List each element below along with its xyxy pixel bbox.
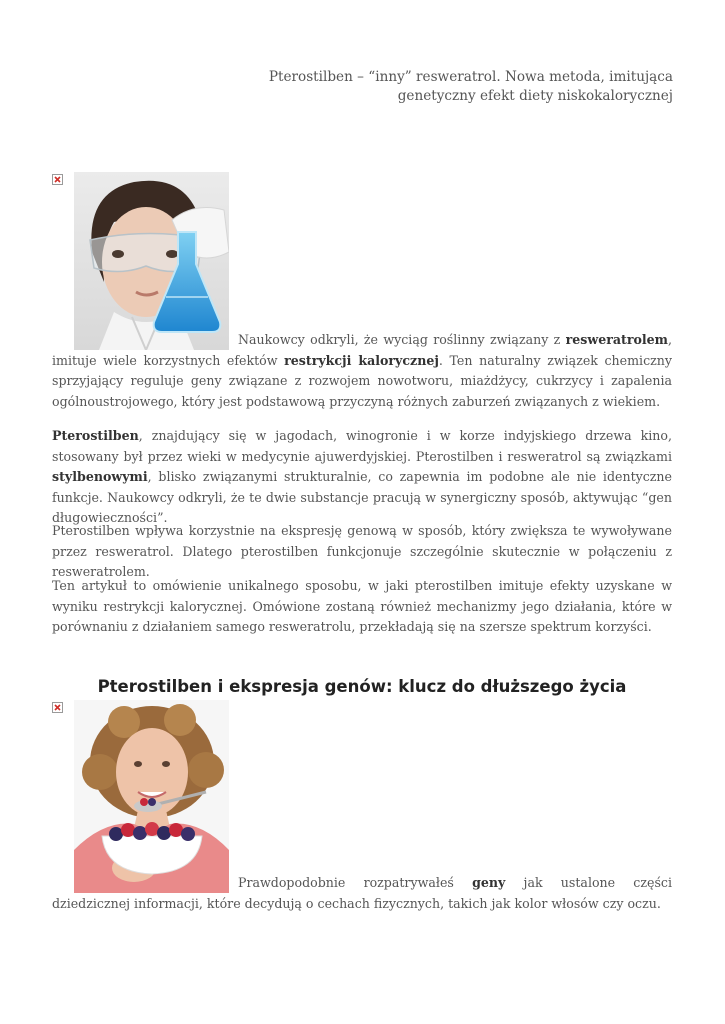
woman-with-berry-bowl-photo <box>74 700 229 893</box>
paragraph-intro: Naukowcy odkryli, że wyciąg roślinny związany z resweratrolem, imituje wiele korzystnych efektów restrykcji kalorycznej. Ten naturalny związek chemiczny sprzyjający reguluje geny związane z rozwojem nowotworu, miażdżycy, cukrzycy i zapalenia ogólnoustrojowego, który jest podstawową przyczyną różnych zaburzeń związanych z wiekiem. <box>52 332 672 409</box>
bold-term: resweratrolem <box>565 332 668 347</box>
bold-term: Pterostilben <box>52 428 139 443</box>
bold-term: geny <box>472 875 506 890</box>
paragraph-genes: Prawdopodobnie rozpatrywałeś geny jak ustalone części dziedzicznej informacji, które decydują o cechach fizycznych, takich jak kolor włosów czy oczu. <box>52 875 672 911</box>
broken-image-icon <box>52 702 63 713</box>
bold-term: stylbenowymi <box>52 469 148 484</box>
broken-image-icon <box>52 174 63 185</box>
page-header <box>213 68 673 106</box>
paragraph-article-summary: Ten artykuł to omówienie unikalnego sposobu, w jaki pterostilben imituje efekty uzyskane w wyniku restrykcji kalorycznej. Omówione zostaną również mechanizmy jego działania, które w porównaniu z działaniem samego resweratrolu, przekładają się na szersze spektrum korzyści. <box>52 578 672 634</box>
scientist-with-flask-photo <box>74 172 229 350</box>
header-line-2: genetyczny efekt diety niskokalorycznej <box>397 88 673 104</box>
paragraph-pterostilben: Pterostilben, znajdujący się w jagodach, winogronie i w korze indyjskiego drzewa kino, stosowany był przez wieki w medycynie ajuwerdyjskiej. Pterostilben i resweratrol są związkami stylbenowymi, blisko związanymi strukturalnie, co zapewnia im podobne ale nie identyczne funkcje. Naukowcy odkryli, że te dwie substancje pracują w synergiczny sposób, aktywując “gen długowieczności”. <box>52 428 672 525</box>
paragraph-gene-expression: Pterostilben wpływa korzystnie na ekspresję genową w sposób, który zwiększa te wywoływane przez resweratrol. Dlatego pterostilben funkcjonuje szczególnie skutecznie w połączeniu z resweratrolem. <box>52 523 672 579</box>
bold-term: restrykcji kalorycznej <box>284 352 439 368</box>
header-line-1: Pterostilben – “inny” resweratrol. Nowa metoda, imitująca <box>268 69 673 85</box>
section-heading: Pterostilben i ekspresja genów: klucz do dłuższego życia <box>97 677 627 696</box>
